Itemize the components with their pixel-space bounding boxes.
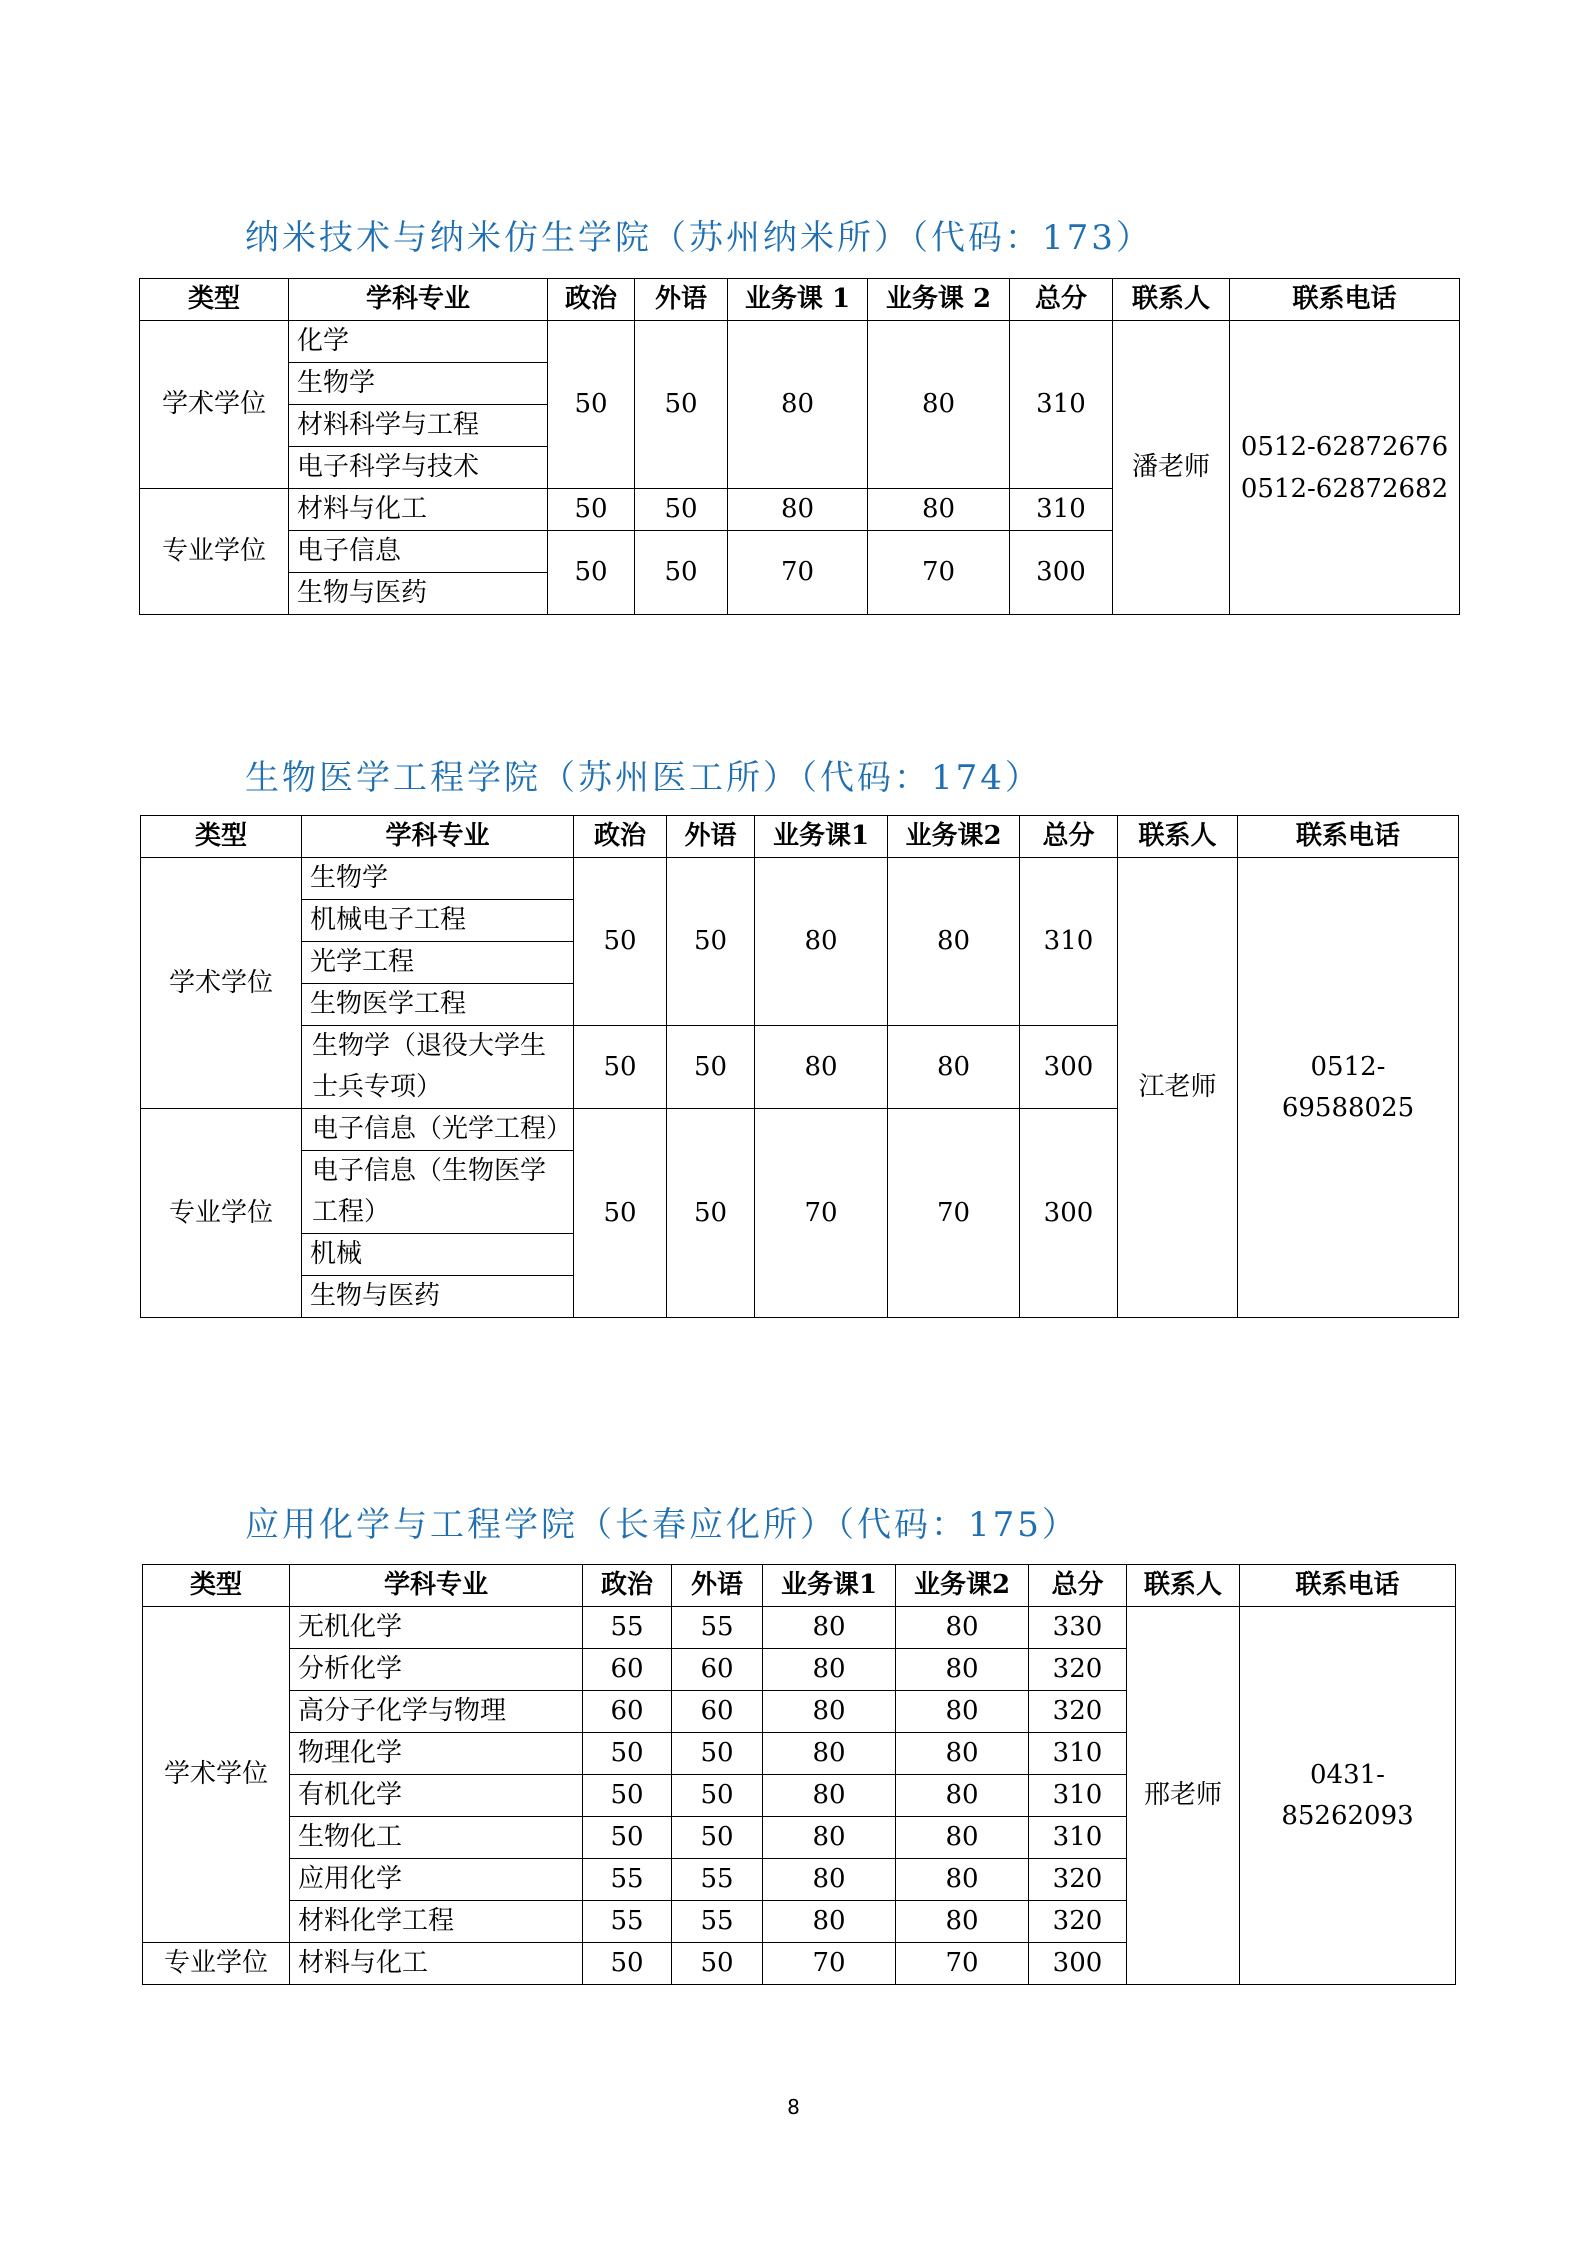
header-language: 外语 — [667, 816, 755, 858]
language-score: 50 — [635, 321, 728, 489]
header-course1: 业务课1 — [763, 1565, 896, 1607]
header-major: 学科专业 — [289, 279, 548, 321]
header-language: 外语 — [635, 279, 728, 321]
major-cell: 无机化学 — [290, 1607, 583, 1649]
politics-score: 50 — [574, 1026, 667, 1109]
course1-score: 80 — [763, 1649, 896, 1691]
table-row — [143, 1607, 1456, 1649]
total-score: 320 — [1029, 1691, 1127, 1733]
header-course1: 业务课 1 — [728, 279, 868, 321]
section-title-174: 生物医学工程学院（苏州医工所）（代码：174） — [245, 758, 1042, 798]
header-language: 外语 — [672, 1565, 763, 1607]
table-row — [141, 858, 1459, 900]
major-cell: 生物与医药 — [302, 1276, 574, 1318]
course2-score: 80 — [888, 1026, 1020, 1109]
major-cell: 高分子化学与物理 — [290, 1691, 583, 1733]
course1-score: 80 — [755, 1026, 888, 1109]
language-score: 60 — [672, 1691, 763, 1733]
total-score: 300 — [1010, 531, 1113, 615]
course2-score: 70 — [896, 1943, 1029, 1985]
language-score: 50 — [667, 858, 755, 1026]
major-cell: 材料化学工程 — [290, 1901, 583, 1943]
politics-score: 50 — [548, 321, 635, 489]
phone-number-2: 0512-62872682 — [1240, 473, 1449, 504]
major-cell: 生物化工 — [290, 1817, 583, 1859]
total-score: 310 — [1010, 489, 1113, 531]
header-type: 类型 — [140, 279, 289, 321]
course2-score: 70 — [868, 531, 1010, 615]
header-phone: 联系电话 — [1240, 1565, 1456, 1607]
course1-score: 80 — [763, 1607, 896, 1649]
score-table-175 — [142, 1564, 1456, 1985]
politics-score: 55 — [583, 1607, 672, 1649]
degree-type-professional: 专业学位 — [141, 1109, 302, 1318]
politics-score: 55 — [583, 1859, 672, 1901]
header-major: 学科专业 — [290, 1565, 583, 1607]
major-cell: 物理化学 — [290, 1733, 583, 1775]
header-course2: 业务课 2 — [868, 279, 1010, 321]
course2-score: 80 — [896, 1817, 1029, 1859]
course2-score: 80 — [896, 1775, 1029, 1817]
major-cell: 生物与医药 — [289, 573, 548, 615]
header-course2: 业务课2 — [896, 1565, 1029, 1607]
score-table-173 — [139, 278, 1460, 615]
degree-type-academic: 学术学位 — [140, 321, 289, 489]
header-total: 总分 — [1010, 279, 1113, 321]
section-title-173: 纳米技术与纳米仿生学院（苏州纳米所）（代码：173） — [245, 218, 1153, 258]
contact-phone: 0512-69588025 — [1238, 858, 1459, 1318]
major-cell: 生物学 — [302, 858, 574, 900]
header-politics: 政治 — [574, 816, 667, 858]
politics-score: 50 — [574, 1109, 667, 1318]
total-score: 300 — [1020, 1109, 1118, 1318]
header-course2: 业务课2 — [888, 816, 1020, 858]
language-score: 50 — [635, 489, 728, 531]
phone-number-1: 0512-62872676 — [1240, 431, 1449, 462]
language-score: 50 — [672, 1943, 763, 1985]
language-score: 55 — [672, 1901, 763, 1943]
header-type: 类型 — [141, 816, 302, 858]
header-phone: 联系电话 — [1238, 816, 1459, 858]
major-cell: 电子科学与技术 — [289, 447, 548, 489]
major-cell: 有机化学 — [290, 1775, 583, 1817]
header-contact: 联系人 — [1127, 1565, 1240, 1607]
major-cell: 生物学 — [289, 363, 548, 405]
header-phone: 联系电话 — [1230, 279, 1460, 321]
total-score: 330 — [1029, 1607, 1127, 1649]
header-contact: 联系人 — [1113, 279, 1230, 321]
language-score: 55 — [672, 1859, 763, 1901]
course2-score: 70 — [888, 1109, 1020, 1318]
total-score: 300 — [1029, 1943, 1127, 1985]
degree-type-professional: 专业学位 — [143, 1943, 290, 1985]
course1-score: 70 — [763, 1943, 896, 1985]
header-type: 类型 — [143, 1565, 290, 1607]
major-cell: 电子信息（生物医学工程） — [302, 1151, 574, 1234]
course2-score: 80 — [896, 1901, 1029, 1943]
section-title-175: 应用化学与工程学院（长春应化所）（代码：175） — [245, 1505, 1079, 1545]
politics-score: 50 — [583, 1775, 672, 1817]
language-score: 50 — [667, 1026, 755, 1109]
course1-score: 80 — [763, 1901, 896, 1943]
major-cell: 生物学（退役大学生士兵专项） — [302, 1026, 574, 1109]
major-cell: 应用化学 — [290, 1859, 583, 1901]
contact-person: 江老师 — [1118, 858, 1238, 1318]
politics-score: 50 — [583, 1943, 672, 1985]
course2-score: 80 — [896, 1649, 1029, 1691]
total-score: 310 — [1029, 1817, 1127, 1859]
total-score: 310 — [1010, 321, 1113, 489]
degree-type-professional: 专业学位 — [140, 489, 289, 615]
header-course1: 业务课1 — [755, 816, 888, 858]
course1-score: 80 — [763, 1691, 896, 1733]
total-score: 300 — [1020, 1026, 1118, 1109]
page-number: 8 — [787, 2095, 800, 2119]
header-contact: 联系人 — [1118, 816, 1238, 858]
language-score: 55 — [672, 1607, 763, 1649]
course2-score: 80 — [896, 1691, 1029, 1733]
politics-score: 50 — [574, 858, 667, 1026]
politics-score: 60 — [583, 1691, 672, 1733]
course1-score: 80 — [763, 1775, 896, 1817]
table-row — [140, 321, 1460, 363]
politics-score: 50 — [548, 531, 635, 615]
course2-score: 80 — [896, 1859, 1029, 1901]
degree-type-academic: 学术学位 — [143, 1607, 290, 1943]
politics-score: 55 — [583, 1901, 672, 1943]
contact-phone: 0431-85262093 — [1240, 1607, 1456, 1985]
table-header-row — [141, 816, 1459, 858]
major-cell: 化学 — [289, 321, 548, 363]
course1-score: 80 — [728, 489, 868, 531]
course2-score: 80 — [868, 321, 1010, 489]
total-score: 310 — [1029, 1775, 1127, 1817]
course2-score: 80 — [868, 489, 1010, 531]
major-cell: 电子信息（光学工程） — [302, 1109, 574, 1151]
major-cell: 材料科学与工程 — [289, 405, 548, 447]
table-header-row — [143, 1565, 1456, 1607]
course1-score: 80 — [728, 321, 868, 489]
course1-score: 80 — [763, 1817, 896, 1859]
major-cell: 材料与化工 — [290, 1943, 583, 1985]
major-cell: 分析化学 — [290, 1649, 583, 1691]
language-score: 50 — [672, 1733, 763, 1775]
total-score: 310 — [1029, 1733, 1127, 1775]
language-score: 50 — [635, 531, 728, 615]
course2-score: 80 — [896, 1733, 1029, 1775]
total-score: 320 — [1029, 1649, 1127, 1691]
contact-person: 邢老师 — [1127, 1607, 1240, 1985]
header-total: 总分 — [1029, 1565, 1127, 1607]
language-score: 50 — [667, 1109, 755, 1318]
table-header-row — [140, 279, 1460, 321]
header-total: 总分 — [1020, 816, 1118, 858]
header-politics: 政治 — [583, 1565, 672, 1607]
course2-score: 80 — [896, 1607, 1029, 1649]
language-score: 50 — [672, 1817, 763, 1859]
language-score: 50 — [672, 1775, 763, 1817]
course1-score: 80 — [755, 858, 888, 1026]
major-cell: 生物医学工程 — [302, 984, 574, 1026]
major-cell: 机械电子工程 — [302, 900, 574, 942]
header-major: 学科专业 — [302, 816, 574, 858]
total-score: 320 — [1029, 1859, 1127, 1901]
politics-score: 50 — [583, 1817, 672, 1859]
course1-score: 70 — [755, 1109, 888, 1318]
course2-score: 80 — [888, 858, 1020, 1026]
major-cell: 机械 — [302, 1234, 574, 1276]
header-politics: 政治 — [548, 279, 635, 321]
major-cell: 电子信息 — [289, 531, 548, 573]
score-table-174 — [140, 815, 1459, 1318]
total-score: 310 — [1020, 858, 1118, 1026]
politics-score: 50 — [548, 489, 635, 531]
degree-type-academic: 学术学位 — [141, 858, 302, 1109]
major-cell: 材料与化工 — [289, 489, 548, 531]
course1-score: 80 — [763, 1733, 896, 1775]
contact-person: 潘老师 — [1113, 321, 1230, 615]
major-cell: 光学工程 — [302, 942, 574, 984]
politics-score: 50 — [583, 1733, 672, 1775]
language-score: 60 — [672, 1649, 763, 1691]
contact-phone — [1230, 321, 1460, 615]
politics-score: 60 — [583, 1649, 672, 1691]
course1-score: 80 — [763, 1859, 896, 1901]
total-score: 320 — [1029, 1901, 1127, 1943]
course1-score: 70 — [728, 531, 868, 615]
